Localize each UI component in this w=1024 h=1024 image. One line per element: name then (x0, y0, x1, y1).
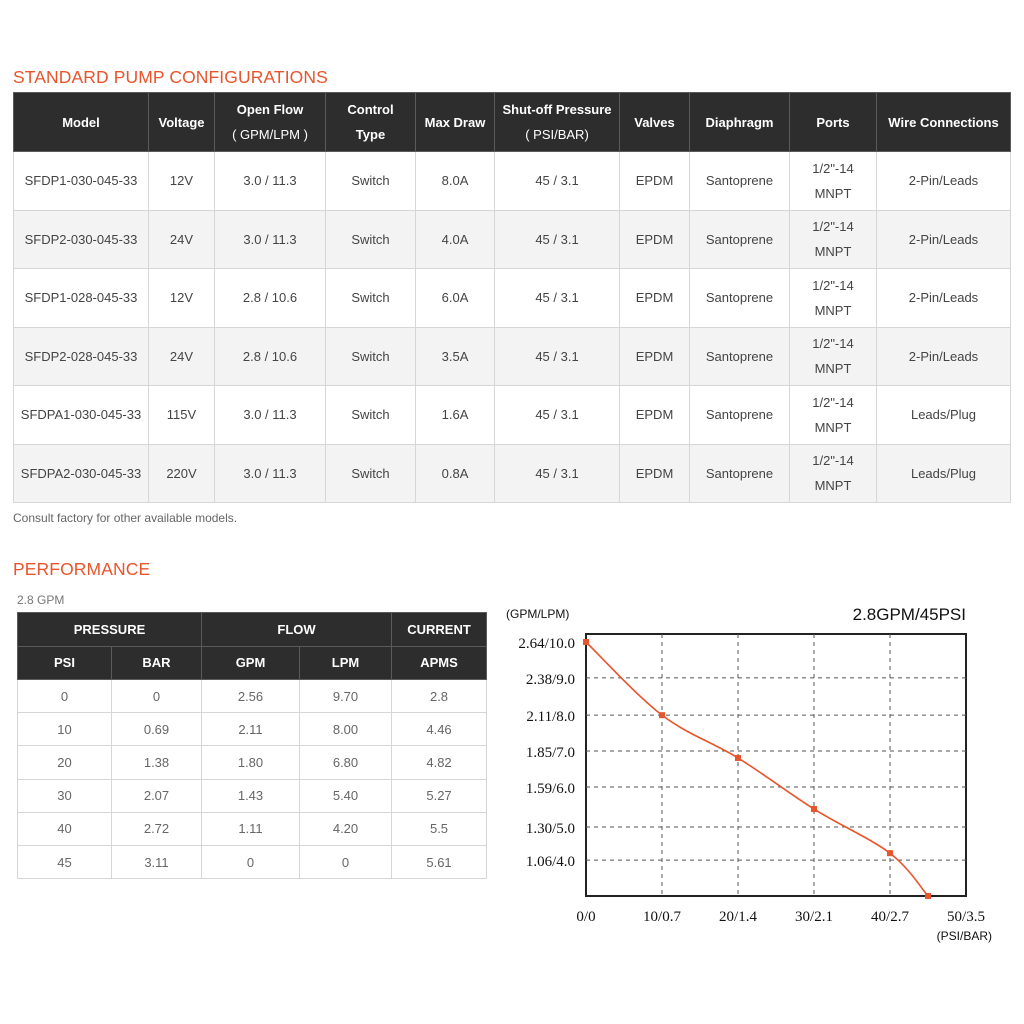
max-draw-cell: 0.8A (416, 444, 495, 503)
shutoff-cell: 45 / 3.1 (495, 210, 620, 269)
control-type-cell: Switch (326, 152, 416, 211)
psi-cell: 20 (18, 746, 112, 779)
valves-cell: EPDM (620, 269, 690, 328)
footnote: Consult factory for other available models. (13, 511, 238, 525)
config-table (13, 92, 1011, 503)
table-row (18, 779, 487, 812)
control-type-cell: Switch (326, 327, 416, 386)
y-tick-label: 1.59/6.0 (525, 780, 575, 797)
data-point (887, 850, 893, 856)
control-type-cell: Switch (326, 210, 416, 269)
y-tick-label: 1.06/4.0 (525, 854, 575, 871)
config-section-title: STANDARD PUMP CONFIGURATIONS (13, 67, 328, 87)
performance-chart (500, 600, 1010, 950)
psi-cell: 30 (18, 779, 112, 812)
psi-cell: 45 (18, 845, 112, 878)
apms-cell: 5.61 (392, 845, 487, 878)
table-row (14, 269, 1011, 328)
max-draw-cell: 8.0A (416, 152, 495, 211)
x-tick-label: 0/0 (576, 909, 596, 925)
table-row (18, 680, 487, 713)
table-row (18, 713, 487, 746)
plot-frame (586, 634, 966, 896)
valves-cell: EPDM (620, 386, 690, 445)
config-header-row (14, 93, 1011, 152)
diaphragm-cell: Santoprene (690, 444, 790, 503)
header-shutoff-pressure: Shut-off Pressure ( PSI/BAR) (495, 93, 620, 152)
ports-cell: 1/2"-14 MNPT (790, 269, 877, 328)
y-tick-label: 1.30/5.0 (525, 820, 575, 837)
open-flow-cell: 3.0 / 11.3 (215, 386, 326, 445)
shutoff-cell: 45 / 3.1 (495, 327, 620, 386)
shutoff-cell: 45 / 3.1 (495, 444, 620, 503)
model-cell: SFDPA2-030-045-33 (14, 444, 149, 503)
diaphragm-cell: Santoprene (690, 152, 790, 211)
model-cell: SFDP1-028-045-33 (14, 269, 149, 328)
bar-cell: 0.69 (112, 713, 202, 746)
chart-title: 2.8GPM/45PSI (852, 605, 966, 624)
wire-cell: 2-Pin/Leads (877, 210, 1011, 269)
apms-cell: 2.8 (392, 680, 487, 713)
x-tick-label: 20/1.4 (719, 909, 757, 925)
x-axis-label: (PSI/BAR) (936, 929, 992, 943)
gpm-cell: 1.43 (202, 779, 300, 812)
data-point (925, 893, 931, 899)
ports-cell: 1/2"-14 MNPT (790, 327, 877, 386)
x-tick-label: 50/3.5 (947, 909, 985, 925)
performance-section-title: PERFORMANCE (13, 559, 151, 579)
sub-header-row (18, 646, 487, 680)
header-gpm: GPM (202, 646, 300, 680)
wire-cell: 2-Pin/Leads (877, 152, 1011, 211)
header-bar: BAR (112, 646, 202, 680)
lpm-cell: 0 (300, 845, 392, 878)
model-cell: SFDPA1-030-045-33 (14, 386, 149, 445)
max-draw-cell: 3.5A (416, 327, 495, 386)
header-control-type: Control Type (326, 93, 416, 152)
valves-cell: EPDM (620, 444, 690, 503)
table-row (18, 746, 487, 779)
y-axis-label: (GPM/LPM) (506, 607, 570, 621)
shutoff-cell: 45 / 3.1 (495, 386, 620, 445)
header-lpm: LPM (300, 646, 392, 680)
shutoff-cell: 45 / 3.1 (495, 152, 620, 211)
apms-cell: 4.46 (392, 713, 487, 746)
model-cell: SFDP2-030-045-33 (14, 210, 149, 269)
table-row (14, 386, 1011, 445)
performance-table (17, 612, 487, 879)
wire-cell: 2-Pin/Leads (877, 327, 1011, 386)
voltage-cell: 12V (149, 152, 215, 211)
diaphragm-cell: Santoprene (690, 269, 790, 328)
table-row (18, 845, 487, 878)
model-cell: SFDP2-028-045-33 (14, 327, 149, 386)
gpm-cell: 0 (202, 845, 300, 878)
diaphragm-cell: Santoprene (690, 386, 790, 445)
series-line (586, 642, 928, 896)
valves-cell: EPDM (620, 210, 690, 269)
data-point (659, 712, 665, 718)
table-row (14, 152, 1011, 211)
max-draw-cell: 1.6A (416, 386, 495, 445)
gpm-cell: 1.11 (202, 812, 300, 845)
wire-cell: Leads/Plug (877, 386, 1011, 445)
y-tick-label: 1.85/7.0 (525, 745, 575, 762)
x-tick-label: 40/2.7 (871, 909, 909, 925)
table-row (14, 444, 1011, 503)
header-apms: APMS (392, 646, 487, 680)
valves-cell: EPDM (620, 327, 690, 386)
ports-cell: 1/2"-14 MNPT (790, 152, 877, 211)
ports-cell: 1/2"-14 MNPT (790, 210, 877, 269)
bar-cell: 2.07 (112, 779, 202, 812)
voltage-cell: 12V (149, 269, 215, 328)
psi-cell: 40 (18, 812, 112, 845)
y-tick-label: 2.64/10.0 (518, 636, 575, 652)
header-ports: Ports (790, 93, 877, 152)
header-pressure: PRESSURE (18, 613, 202, 647)
lpm-cell: 5.40 (300, 779, 392, 812)
open-flow-cell: 3.0 / 11.3 (215, 444, 326, 503)
wire-cell: Leads/Plug (877, 444, 1011, 503)
header-wire-connections: Wire Connections (877, 93, 1011, 152)
table-row (14, 327, 1011, 386)
header-current: CURRENT (392, 613, 487, 647)
max-draw-cell: 4.0A (416, 210, 495, 269)
control-type-cell: Switch (326, 269, 416, 328)
model-cell: SFDP1-030-045-33 (14, 152, 149, 211)
lpm-cell: 6.80 (300, 746, 392, 779)
lpm-cell: 8.00 (300, 713, 392, 746)
gpm-cell: 1.80 (202, 746, 300, 779)
header-max-draw: Max Draw (416, 93, 495, 152)
y-tick-label: 2.38/9.0 (525, 671, 575, 688)
open-flow-cell: 3.0 / 11.3 (215, 152, 326, 211)
header-voltage: Voltage (149, 93, 215, 152)
x-tick-label: 10/0.7 (643, 909, 681, 925)
apms-cell: 5.27 (392, 779, 487, 812)
header-open-flow: Open Flow ( GPM/LPM ) (215, 93, 326, 152)
voltage-cell: 24V (149, 327, 215, 386)
table-row (14, 210, 1011, 269)
y-tick-label: 2.11/8.0 (526, 709, 575, 726)
bar-cell: 2.72 (112, 812, 202, 845)
table-row (18, 812, 487, 845)
voltage-cell: 220V (149, 444, 215, 503)
header-model: Model (14, 93, 149, 152)
psi-cell: 10 (18, 713, 112, 746)
gpm-cell: 2.56 (202, 680, 300, 713)
psi-cell: 0 (18, 680, 112, 713)
voltage-cell: 115V (149, 386, 215, 445)
gpm-cell: 2.11 (202, 713, 300, 746)
apms-cell: 4.82 (392, 746, 487, 779)
bar-cell: 1.38 (112, 746, 202, 779)
x-tick-label: 30/2.1 (795, 909, 833, 925)
header-diaphragm: Diaphragm (690, 93, 790, 152)
diaphragm-cell: Santoprene (690, 327, 790, 386)
data-point (735, 755, 741, 761)
shutoff-cell: 45 / 3.1 (495, 269, 620, 328)
data-point (583, 639, 589, 645)
bar-cell: 0 (112, 680, 202, 713)
chart-svg (500, 600, 1010, 950)
group-header-row (18, 613, 487, 647)
apms-cell: 5.5 (392, 812, 487, 845)
header-psi: PSI (18, 646, 112, 680)
valves-cell: EPDM (620, 152, 690, 211)
performance-subtitle: 2.8 GPM (17, 593, 65, 607)
open-flow-cell: 2.8 / 10.6 (215, 327, 326, 386)
open-flow-cell: 3.0 / 11.3 (215, 210, 326, 269)
ports-cell: 1/2"-14 MNPT (790, 444, 877, 503)
control-type-cell: Switch (326, 386, 416, 445)
bar-cell: 3.11 (112, 845, 202, 878)
voltage-cell: 24V (149, 210, 215, 269)
lpm-cell: 4.20 (300, 812, 392, 845)
header-valves: Valves (620, 93, 690, 152)
lpm-cell: 9.70 (300, 680, 392, 713)
data-point (811, 806, 817, 812)
control-type-cell: Switch (326, 444, 416, 503)
header-flow: FLOW (202, 613, 392, 647)
diaphragm-cell: Santoprene (690, 210, 790, 269)
wire-cell: 2-Pin/Leads (877, 269, 1011, 328)
max-draw-cell: 6.0A (416, 269, 495, 328)
open-flow-cell: 2.8 / 10.6 (215, 269, 326, 328)
ports-cell: 1/2"-14 MNPT (790, 386, 877, 445)
